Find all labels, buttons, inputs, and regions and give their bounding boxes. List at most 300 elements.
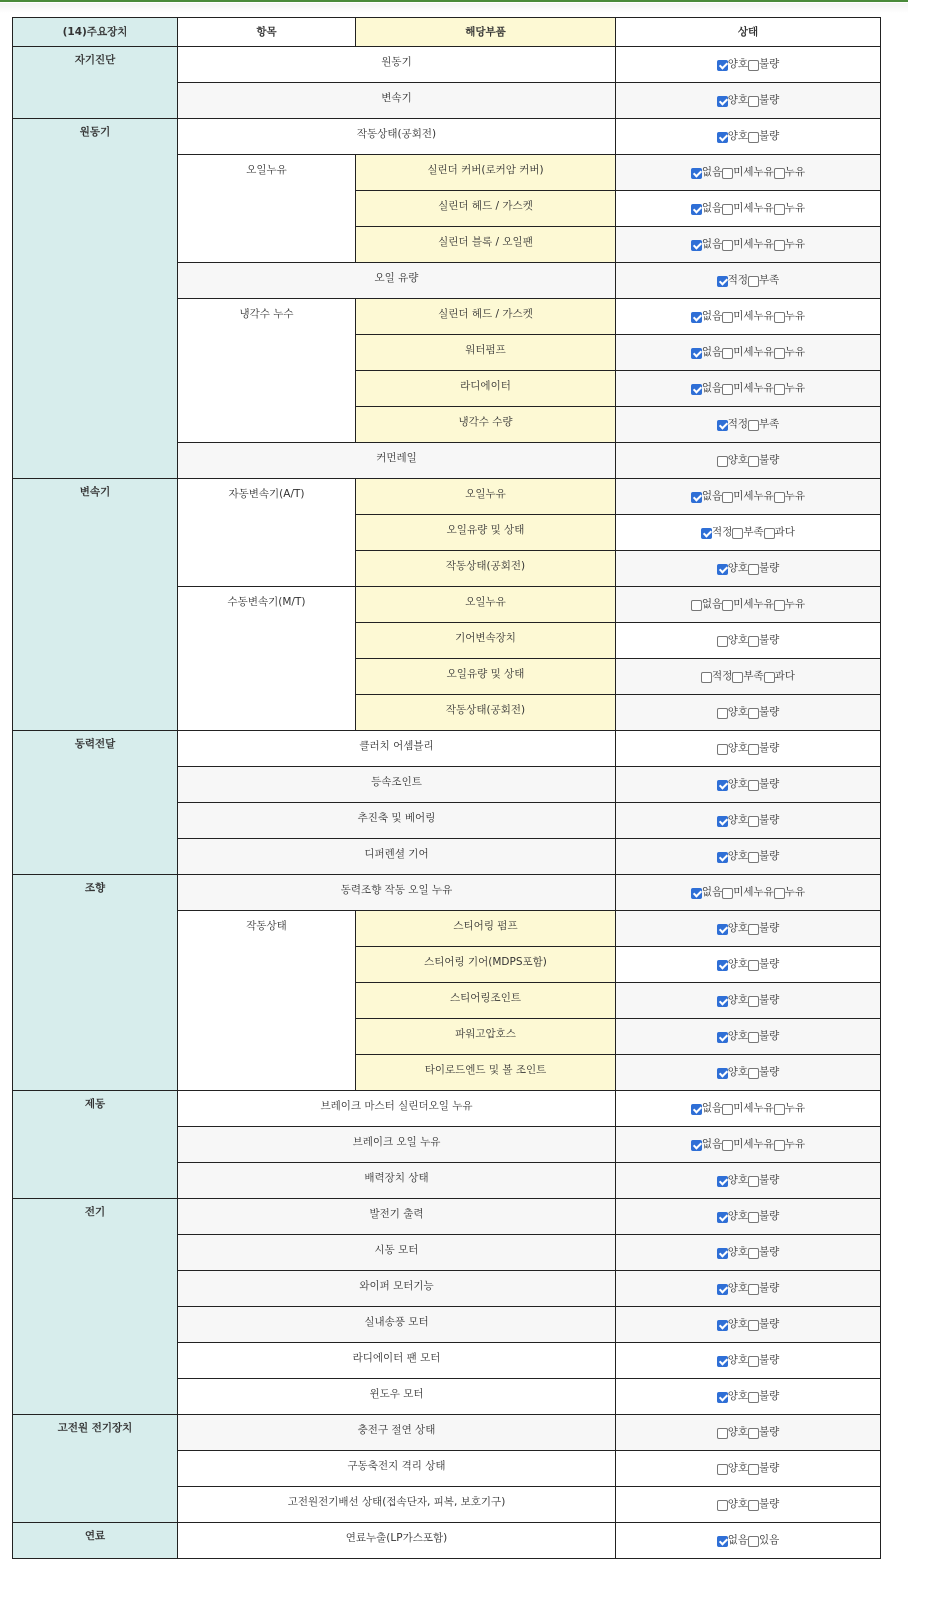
checkbox[interactable]	[717, 1392, 728, 1403]
checkbox[interactable]	[717, 1356, 728, 1367]
status-option[interactable]	[717, 272, 748, 287]
status-option[interactable]	[717, 1244, 748, 1259]
status-option[interactable]	[691, 344, 722, 359]
status-option[interactable]	[748, 632, 779, 647]
option-label: 불량	[759, 1281, 780, 1294]
status-option[interactable]	[748, 1064, 779, 1079]
checkbox[interactable]	[774, 240, 785, 251]
status-option[interactable]	[774, 380, 805, 395]
checkbox[interactable]	[748, 420, 759, 431]
status-option[interactable]	[717, 1208, 748, 1223]
section-cell: 제동	[13, 1091, 178, 1199]
option-label: 미세누유	[733, 1137, 774, 1150]
checkbox[interactable]	[748, 1248, 759, 1259]
checkbox[interactable]	[717, 132, 728, 143]
checkbox[interactable]	[774, 204, 785, 215]
option-label: 없음	[727, 1533, 748, 1546]
checkbox[interactable]	[691, 384, 702, 395]
checkbox[interactable]	[748, 780, 759, 791]
status-option[interactable]	[774, 1136, 805, 1151]
part-cell: 실린더 블록 / 오일팬	[356, 227, 616, 263]
option-label: 양호	[727, 1245, 748, 1258]
status-option[interactable]	[722, 236, 774, 251]
checkbox[interactable]	[717, 1068, 728, 1079]
checkbox[interactable]	[717, 924, 728, 935]
option-label: 누유	[784, 201, 806, 214]
status-option[interactable]	[717, 992, 748, 1007]
status-option[interactable]	[732, 668, 763, 683]
checkbox[interactable]	[748, 1320, 759, 1331]
status-option[interactable]	[774, 596, 805, 611]
checkbox[interactable]	[717, 744, 728, 755]
checkbox[interactable]	[732, 528, 743, 539]
status-option[interactable]	[717, 704, 748, 719]
checkbox[interactable]	[748, 1392, 759, 1403]
checkbox[interactable]	[691, 600, 702, 611]
status-option[interactable]	[717, 1028, 748, 1043]
option-label: 누유	[784, 1137, 806, 1150]
option-label: 불량	[759, 1029, 780, 1042]
status-option[interactable]	[748, 1388, 779, 1403]
option-label: 양호	[727, 453, 748, 466]
checkbox[interactable]	[722, 312, 733, 323]
checkbox[interactable]	[722, 888, 733, 899]
status-option[interactable]	[732, 524, 763, 539]
checkbox[interactable]	[691, 168, 702, 179]
status-option[interactable]	[748, 776, 779, 791]
option-label: 양호	[727, 1281, 748, 1294]
status-option[interactable]	[717, 956, 748, 971]
status-option[interactable]	[748, 560, 779, 575]
item-cell: 고전원전기배선 상태(접속단자, 피복, 보호기구)	[178, 1487, 616, 1523]
status-option[interactable]	[774, 200, 805, 215]
status-option[interactable]	[774, 236, 805, 251]
status-cell	[616, 767, 881, 803]
option-label: 과다	[774, 669, 795, 682]
status-option[interactable]	[722, 488, 774, 503]
checkbox[interactable]	[691, 240, 702, 251]
checkbox[interactable]	[748, 1356, 759, 1367]
checkbox[interactable]	[748, 96, 759, 107]
status-cell	[616, 803, 881, 839]
status-option[interactable]	[774, 308, 805, 323]
checkbox[interactable]	[717, 420, 728, 431]
checkbox[interactable]	[764, 528, 775, 539]
status-option[interactable]	[748, 128, 779, 143]
status-option[interactable]	[748, 272, 779, 287]
checkbox[interactable]	[691, 888, 702, 899]
status-option[interactable]	[748, 1424, 779, 1439]
checkbox[interactable]	[691, 1140, 702, 1151]
option-label: 불량	[759, 1425, 780, 1438]
status-option[interactable]	[748, 92, 779, 107]
status-option[interactable]	[717, 848, 748, 863]
status-option[interactable]	[748, 812, 779, 827]
checkbox[interactable]	[717, 852, 728, 863]
checkbox[interactable]	[748, 132, 759, 143]
option-label: 불량	[759, 129, 780, 142]
status-cell	[616, 1343, 881, 1379]
status-option[interactable]	[748, 452, 779, 467]
status-option[interactable]	[774, 1100, 805, 1115]
status-option[interactable]	[722, 200, 774, 215]
checkbox[interactable]	[748, 1068, 759, 1079]
checkbox[interactable]	[717, 276, 728, 287]
status-option[interactable]	[764, 668, 795, 683]
checkbox[interactable]	[717, 456, 728, 467]
checkbox[interactable]	[722, 384, 733, 395]
status-option[interactable]	[717, 416, 748, 431]
option-label: 없음	[701, 309, 723, 322]
option-label: 미세누유	[733, 597, 774, 610]
checkbox[interactable]	[717, 1212, 728, 1223]
checkbox[interactable]	[774, 888, 785, 899]
option-label: 양호	[727, 849, 748, 862]
item-cell: 구동축전지 격리 상태	[178, 1451, 616, 1487]
option-label: 양호	[727, 1029, 748, 1042]
status-cell	[616, 875, 881, 911]
top-border-line	[0, 0, 908, 2]
header-section: (14)주요장치	[13, 18, 178, 47]
checkbox[interactable]	[748, 1032, 759, 1043]
item-cell: 라디에이터 팬 모터	[178, 1343, 616, 1379]
status-option[interactable]	[764, 524, 795, 539]
status-option[interactable]	[748, 1352, 779, 1367]
option-label: 양호	[727, 1461, 748, 1474]
option-label: 불량	[759, 633, 780, 646]
status-cell	[616, 1019, 881, 1055]
item-cell: 시동 모터	[178, 1235, 616, 1271]
checkbox[interactable]	[748, 852, 759, 863]
status-option[interactable]	[691, 164, 722, 179]
option-label: 미세누유	[733, 381, 774, 394]
checkbox[interactable]	[748, 276, 759, 287]
item-cell: 수동변속기(M/T)	[178, 587, 356, 731]
checkbox[interactable]	[774, 492, 785, 503]
status-option[interactable]	[722, 596, 774, 611]
item-cell: 충전구 절연 상태	[178, 1415, 616, 1451]
option-label: 불량	[759, 1173, 780, 1186]
option-label: 미세누유	[733, 345, 774, 358]
checkbox[interactable]	[717, 96, 728, 107]
status-cell	[616, 83, 881, 119]
checkbox[interactable]	[717, 1248, 728, 1259]
table-header-row	[13, 18, 881, 47]
status-option[interactable]	[717, 812, 748, 827]
status-option[interactable]	[691, 1136, 722, 1151]
status-option[interactable]	[722, 380, 774, 395]
checkbox[interactable]	[691, 348, 702, 359]
status-option[interactable]	[717, 1496, 748, 1511]
checkbox[interactable]	[717, 1032, 728, 1043]
status-option[interactable]	[774, 488, 805, 503]
checkbox[interactable]	[748, 636, 759, 647]
checkbox[interactable]	[748, 924, 759, 935]
status-option[interactable]	[691, 200, 722, 215]
status-option[interactable]	[701, 524, 732, 539]
status-option[interactable]	[722, 344, 774, 359]
status-cell	[616, 659, 881, 695]
status-option[interactable]	[748, 1244, 779, 1259]
option-label: 누유	[784, 489, 806, 502]
item-cell: 등속조인트	[178, 767, 616, 803]
option-label: 불량	[759, 777, 780, 790]
header-part: 해당부품	[356, 18, 616, 47]
option-label: 적정	[727, 417, 748, 430]
option-label: 부족	[743, 525, 764, 538]
checkbox[interactable]	[748, 456, 759, 467]
status-option[interactable]	[774, 884, 805, 899]
status-cell	[616, 335, 881, 371]
checkbox[interactable]	[748, 564, 759, 575]
status-option[interactable]	[774, 164, 805, 179]
checkbox[interactable]	[748, 1284, 759, 1295]
checkbox[interactable]	[691, 492, 702, 503]
checkbox[interactable]	[748, 1500, 759, 1511]
status-option[interactable]	[717, 1172, 748, 1187]
status-option[interactable]	[691, 596, 722, 611]
status-option[interactable]	[748, 416, 779, 431]
status-option[interactable]	[701, 668, 732, 683]
option-label: 부족	[759, 417, 780, 430]
table-row	[13, 119, 881, 155]
status-option[interactable]	[748, 956, 779, 971]
checkbox[interactable]	[717, 1500, 728, 1511]
status-option[interactable]	[717, 452, 748, 467]
status-option[interactable]	[717, 128, 748, 143]
item-cell: 동력조향 작동 오일 누유	[178, 875, 616, 911]
status-option[interactable]	[691, 380, 722, 395]
checkbox[interactable]	[748, 1464, 759, 1475]
part-cell: 파워고압호스	[356, 1019, 616, 1055]
status-option[interactable]	[722, 1100, 774, 1115]
checkbox[interactable]	[717, 1428, 728, 1439]
status-option[interactable]	[748, 1280, 779, 1295]
status-option[interactable]	[717, 1352, 748, 1367]
status-option[interactable]	[748, 704, 779, 719]
option-label: 불량	[759, 1245, 780, 1258]
status-option[interactable]	[717, 740, 748, 755]
checkbox[interactable]	[748, 1212, 759, 1223]
checkbox[interactable]	[717, 1284, 728, 1295]
checkbox[interactable]	[774, 348, 785, 359]
checkbox[interactable]	[717, 1320, 728, 1331]
status-option[interactable]	[748, 1028, 779, 1043]
status-option[interactable]	[691, 1100, 722, 1115]
status-option[interactable]	[748, 848, 779, 863]
status-option[interactable]	[748, 1316, 779, 1331]
checkbox[interactable]	[717, 816, 728, 827]
checkbox[interactable]	[717, 1536, 728, 1547]
option-label: 양호	[727, 129, 748, 142]
checkbox[interactable]	[748, 708, 759, 719]
option-label: 없음	[701, 165, 723, 178]
status-option[interactable]	[774, 344, 805, 359]
option-label: 미세누유	[733, 1101, 774, 1114]
option-label: 미세누유	[733, 309, 774, 322]
checkbox[interactable]	[691, 204, 702, 215]
option-label: 미세누유	[733, 201, 774, 214]
option-label: 미세누유	[733, 885, 774, 898]
option-label: 불량	[759, 1461, 780, 1474]
checkbox[interactable]	[764, 672, 775, 683]
checkbox[interactable]	[732, 672, 743, 683]
checkbox[interactable]	[717, 1176, 728, 1187]
checkbox[interactable]	[774, 312, 785, 323]
status-cell	[616, 119, 881, 155]
status-option[interactable]	[748, 1532, 779, 1547]
item-cell: 추진축 및 베어링	[178, 803, 616, 839]
checkbox[interactable]	[717, 1464, 728, 1475]
part-cell: 오일유량 및 상태	[356, 659, 616, 695]
main-devices-inspection-table	[12, 17, 881, 1559]
status-option[interactable]	[748, 740, 779, 755]
checkbox[interactable]	[748, 744, 759, 755]
status-option[interactable]	[722, 884, 774, 899]
status-cell	[616, 911, 881, 947]
option-label: 없음	[701, 345, 723, 358]
item-cell: 작동상태	[178, 911, 356, 1091]
section-cell: 고전원 전기장치	[13, 1415, 178, 1523]
status-option[interactable]	[717, 1280, 748, 1295]
checkbox[interactable]	[717, 564, 728, 575]
status-option[interactable]	[722, 308, 774, 323]
checkbox[interactable]	[722, 168, 733, 179]
checkbox[interactable]	[774, 1140, 785, 1151]
option-label: 불량	[759, 741, 780, 754]
status-option[interactable]	[748, 56, 779, 71]
checkbox[interactable]	[748, 1536, 759, 1547]
option-label: 불량	[759, 93, 780, 106]
checkbox[interactable]	[748, 996, 759, 1007]
option-label: 양호	[727, 741, 748, 754]
status-option[interactable]	[748, 1460, 779, 1475]
status-option[interactable]	[717, 776, 748, 791]
item-cell: 브레이크 오일 누유	[178, 1127, 616, 1163]
status-option[interactable]	[717, 560, 748, 575]
status-option[interactable]	[691, 488, 722, 503]
status-option[interactable]	[748, 1208, 779, 1223]
checkbox[interactable]	[722, 204, 733, 215]
status-option[interactable]	[717, 632, 748, 647]
checkbox[interactable]	[748, 60, 759, 71]
checkbox[interactable]	[722, 348, 733, 359]
checkbox[interactable]	[748, 1428, 759, 1439]
status-cell	[616, 1379, 881, 1415]
option-label: 양호	[727, 1173, 748, 1186]
status-cell	[616, 587, 881, 623]
status-option[interactable]	[717, 1388, 748, 1403]
status-option[interactable]	[722, 1136, 774, 1151]
checkbox[interactable]	[774, 168, 785, 179]
status-option[interactable]	[748, 992, 779, 1007]
status-cell	[616, 839, 881, 875]
option-label: 없음	[701, 1137, 723, 1150]
item-cell: 냉각수 누수	[178, 299, 356, 443]
checkbox[interactable]	[722, 492, 733, 503]
option-label: 적정	[712, 669, 733, 682]
checkbox[interactable]	[717, 636, 728, 647]
option-label: 부족	[759, 273, 780, 286]
checkbox[interactable]	[748, 816, 759, 827]
section-cell: 연료	[13, 1523, 178, 1559]
checkbox[interactable]	[774, 384, 785, 395]
option-label: 양호	[727, 1389, 748, 1402]
part-cell: 작동상태(공회전)	[356, 695, 616, 731]
option-label: 불량	[759, 1353, 780, 1366]
checkbox[interactable]	[701, 672, 712, 683]
status-option[interactable]	[748, 920, 779, 935]
part-cell: 실린더 헤드 / 가스켓	[356, 191, 616, 227]
status-option[interactable]	[717, 1424, 748, 1439]
checkbox[interactable]	[717, 708, 728, 719]
status-option[interactable]	[748, 1496, 779, 1511]
status-cell	[616, 1055, 881, 1091]
option-label: 불량	[759, 57, 780, 70]
option-label: 불량	[759, 705, 780, 718]
checkbox[interactable]	[748, 1176, 759, 1187]
status-option[interactable]	[717, 1532, 748, 1547]
checkbox[interactable]	[774, 1104, 785, 1115]
checkbox[interactable]	[722, 240, 733, 251]
checkbox[interactable]	[722, 600, 733, 611]
status-option[interactable]	[717, 1460, 748, 1475]
checkbox[interactable]	[717, 996, 728, 1007]
status-option[interactable]	[717, 92, 748, 107]
checkbox[interactable]	[722, 1140, 733, 1151]
option-label: 누유	[784, 309, 806, 322]
option-label: 없음	[701, 489, 723, 502]
checkbox[interactable]	[748, 960, 759, 971]
checkbox[interactable]	[691, 1104, 702, 1115]
status-option[interactable]	[722, 164, 774, 179]
table-row	[13, 47, 881, 83]
checkbox[interactable]	[717, 960, 728, 971]
status-option[interactable]	[691, 236, 722, 251]
checkbox[interactable]	[774, 600, 785, 611]
item-cell: 배력장치 상태	[178, 1163, 616, 1199]
status-option[interactable]	[717, 920, 748, 935]
status-option[interactable]	[691, 884, 722, 899]
part-cell: 스티어링 기어(MDPS포함)	[356, 947, 616, 983]
header-item: 항목	[178, 18, 356, 47]
status-option[interactable]	[717, 1064, 748, 1079]
checkbox[interactable]	[701, 528, 712, 539]
status-option[interactable]	[748, 1172, 779, 1187]
checkbox[interactable]	[722, 1104, 733, 1115]
status-cell	[616, 623, 881, 659]
option-label: 양호	[727, 777, 748, 790]
status-option[interactable]	[691, 308, 722, 323]
checkbox[interactable]	[691, 312, 702, 323]
status-cell	[616, 155, 881, 191]
status-cell	[616, 983, 881, 1019]
option-label: 누유	[784, 885, 806, 898]
item-cell: 원동기	[178, 47, 616, 83]
status-cell	[616, 191, 881, 227]
item-cell: 연료누출(LP가스포함)	[178, 1523, 616, 1559]
part-cell: 워터펌프	[356, 335, 616, 371]
option-label: 누유	[784, 597, 806, 610]
checkbox[interactable]	[717, 60, 728, 71]
option-label: 없음	[701, 597, 723, 610]
option-label: 양호	[727, 705, 748, 718]
status-option[interactable]	[717, 1316, 748, 1331]
checkbox[interactable]	[717, 780, 728, 791]
status-option[interactable]	[717, 56, 748, 71]
part-cell: 라디에이터	[356, 371, 616, 407]
part-cell: 냉각수 수량	[356, 407, 616, 443]
